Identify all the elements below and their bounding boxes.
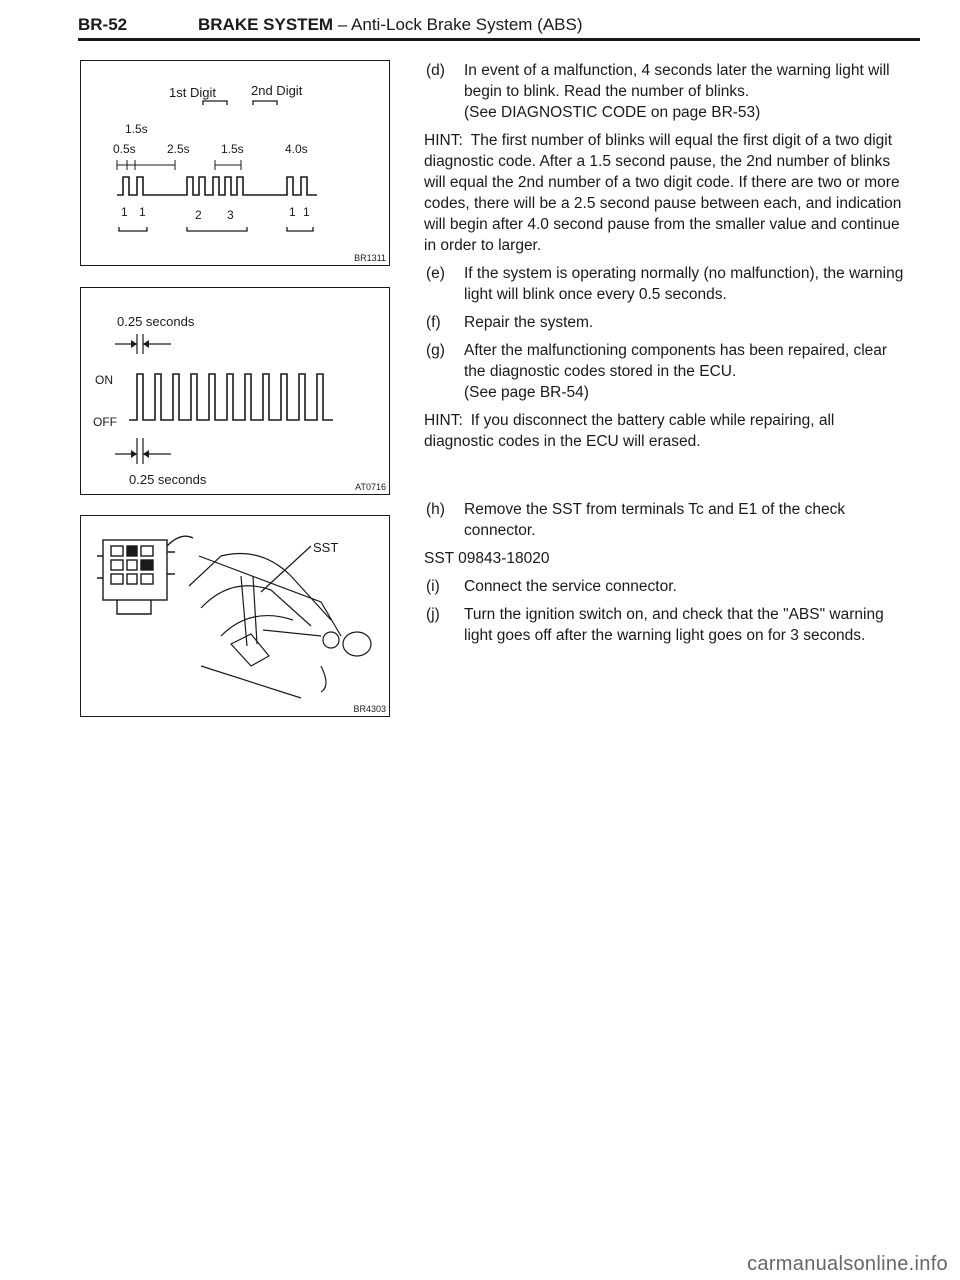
hint-label: HINT: bbox=[424, 412, 463, 429]
step-f bbox=[424, 312, 904, 333]
connector-block bbox=[97, 536, 193, 614]
code-timing-diagram bbox=[81, 61, 389, 265]
sst-number: SST 09843-18020 bbox=[424, 550, 550, 567]
label-bottom-interval: 0.25 seconds bbox=[129, 472, 207, 487]
step-label: (d) bbox=[426, 62, 445, 79]
label-2-5s: 2.5s bbox=[167, 142, 190, 156]
label-off: OFF bbox=[93, 415, 117, 429]
figure-normal-blink bbox=[80, 287, 390, 495]
step-i bbox=[424, 576, 904, 597]
label-0-5s: 0.5s bbox=[113, 142, 136, 156]
label-count-3: 3 bbox=[227, 208, 234, 222]
label-count-1c: 1 bbox=[289, 205, 296, 219]
figure-check-connector bbox=[80, 515, 390, 717]
figure-code: BR1311 bbox=[354, 253, 386, 263]
title-subsection: – Anti-Lock Brake System (ABS) bbox=[333, 15, 583, 34]
label-1-5s-b: 1.5s bbox=[221, 142, 244, 156]
step-text: In event of a malfunction, 4 seconds later the warning light will begin to blink. Read the number of blinks. bbox=[464, 62, 890, 100]
step-j bbox=[424, 604, 904, 646]
step-label: (e) bbox=[426, 265, 445, 282]
page-code: BR-52 bbox=[78, 15, 128, 34]
label-count-2: 2 bbox=[195, 208, 202, 222]
step-text: After the malfunctioning components has been repaired, clear the diagnostic codes stored in the ECU. bbox=[464, 342, 888, 380]
page-title bbox=[198, 15, 583, 35]
label-sst: SST bbox=[313, 540, 339, 555]
figure-code: BR4303 bbox=[353, 704, 386, 714]
figure-code: AT0716 bbox=[355, 482, 386, 492]
label-on: ON bbox=[95, 373, 113, 387]
label-first-digit: 1st Digit bbox=[169, 85, 216, 100]
label-second-digit: 2nd Digit bbox=[251, 83, 303, 98]
instruction-text bbox=[424, 60, 904, 653]
step-g bbox=[424, 340, 904, 403]
step-reference: (See DIAGNOSTIC CODE on page BR-53) bbox=[464, 104, 761, 121]
hint-label: HINT: bbox=[424, 132, 463, 149]
page-header bbox=[78, 12, 920, 41]
step-label: (i) bbox=[426, 578, 440, 595]
step-label: (f) bbox=[426, 314, 441, 331]
step-label: (j) bbox=[426, 606, 440, 623]
step-label: (g) bbox=[426, 342, 445, 359]
step-text: Connect the service connector. bbox=[464, 578, 677, 595]
label-4-0s: 4.0s bbox=[285, 142, 308, 156]
label-count-1b: 1 bbox=[139, 205, 146, 219]
spacer bbox=[424, 459, 904, 499]
hint-battery bbox=[424, 410, 904, 452]
blink-waveform bbox=[117, 177, 317, 195]
figure-code-timing bbox=[80, 60, 390, 266]
normal-blink-diagram bbox=[81, 288, 389, 494]
step-text: If the system is operating normally (no malfunction), the warning light will blink once every 0.5 seconds. bbox=[464, 265, 904, 303]
step-d bbox=[424, 60, 904, 123]
step-text: Remove the SST from terminals Tc and E1 of the check connector. bbox=[464, 501, 846, 539]
step-label: (h) bbox=[426, 501, 445, 518]
hint-text: The first number of blinks will equal the first digit of a two digit diagnostic code. After a 1.5 second pause, the 2nd number of blinks will equal the 2nd number of a two digit code. If there are two or more codes, there will be a 2.5 second pause between each, and indication will begin after 4.0 second pause from the smaller value and continue in order to larger. bbox=[424, 132, 902, 254]
normal-waveform bbox=[129, 374, 333, 420]
step-h bbox=[424, 499, 904, 541]
connector-illustration bbox=[81, 516, 389, 716]
label-1-5s-a: 1.5s bbox=[125, 122, 148, 136]
watermark: carmanualsonline.info bbox=[747, 1253, 948, 1275]
engine-bay-outline bbox=[189, 546, 371, 698]
hint-text: If you disconnect the battery cable while repairing, all diagnostic codes in the ECU will erased. bbox=[424, 412, 835, 450]
label-top-interval: 0.25 seconds bbox=[117, 314, 195, 329]
hint-blink-code bbox=[424, 130, 904, 256]
step-text: Turn the ignition switch on, and check that the "ABS" warning light goes off after the warning light goes on for 3 seconds. bbox=[464, 606, 884, 644]
title-section: BRAKE SYSTEM bbox=[198, 15, 334, 34]
step-e bbox=[424, 263, 904, 305]
step-text: Repair the system. bbox=[464, 314, 594, 331]
step-reference: (See page BR-54) bbox=[464, 384, 589, 401]
label-count-1a: 1 bbox=[121, 205, 128, 219]
label-count-1d: 1 bbox=[303, 205, 310, 219]
